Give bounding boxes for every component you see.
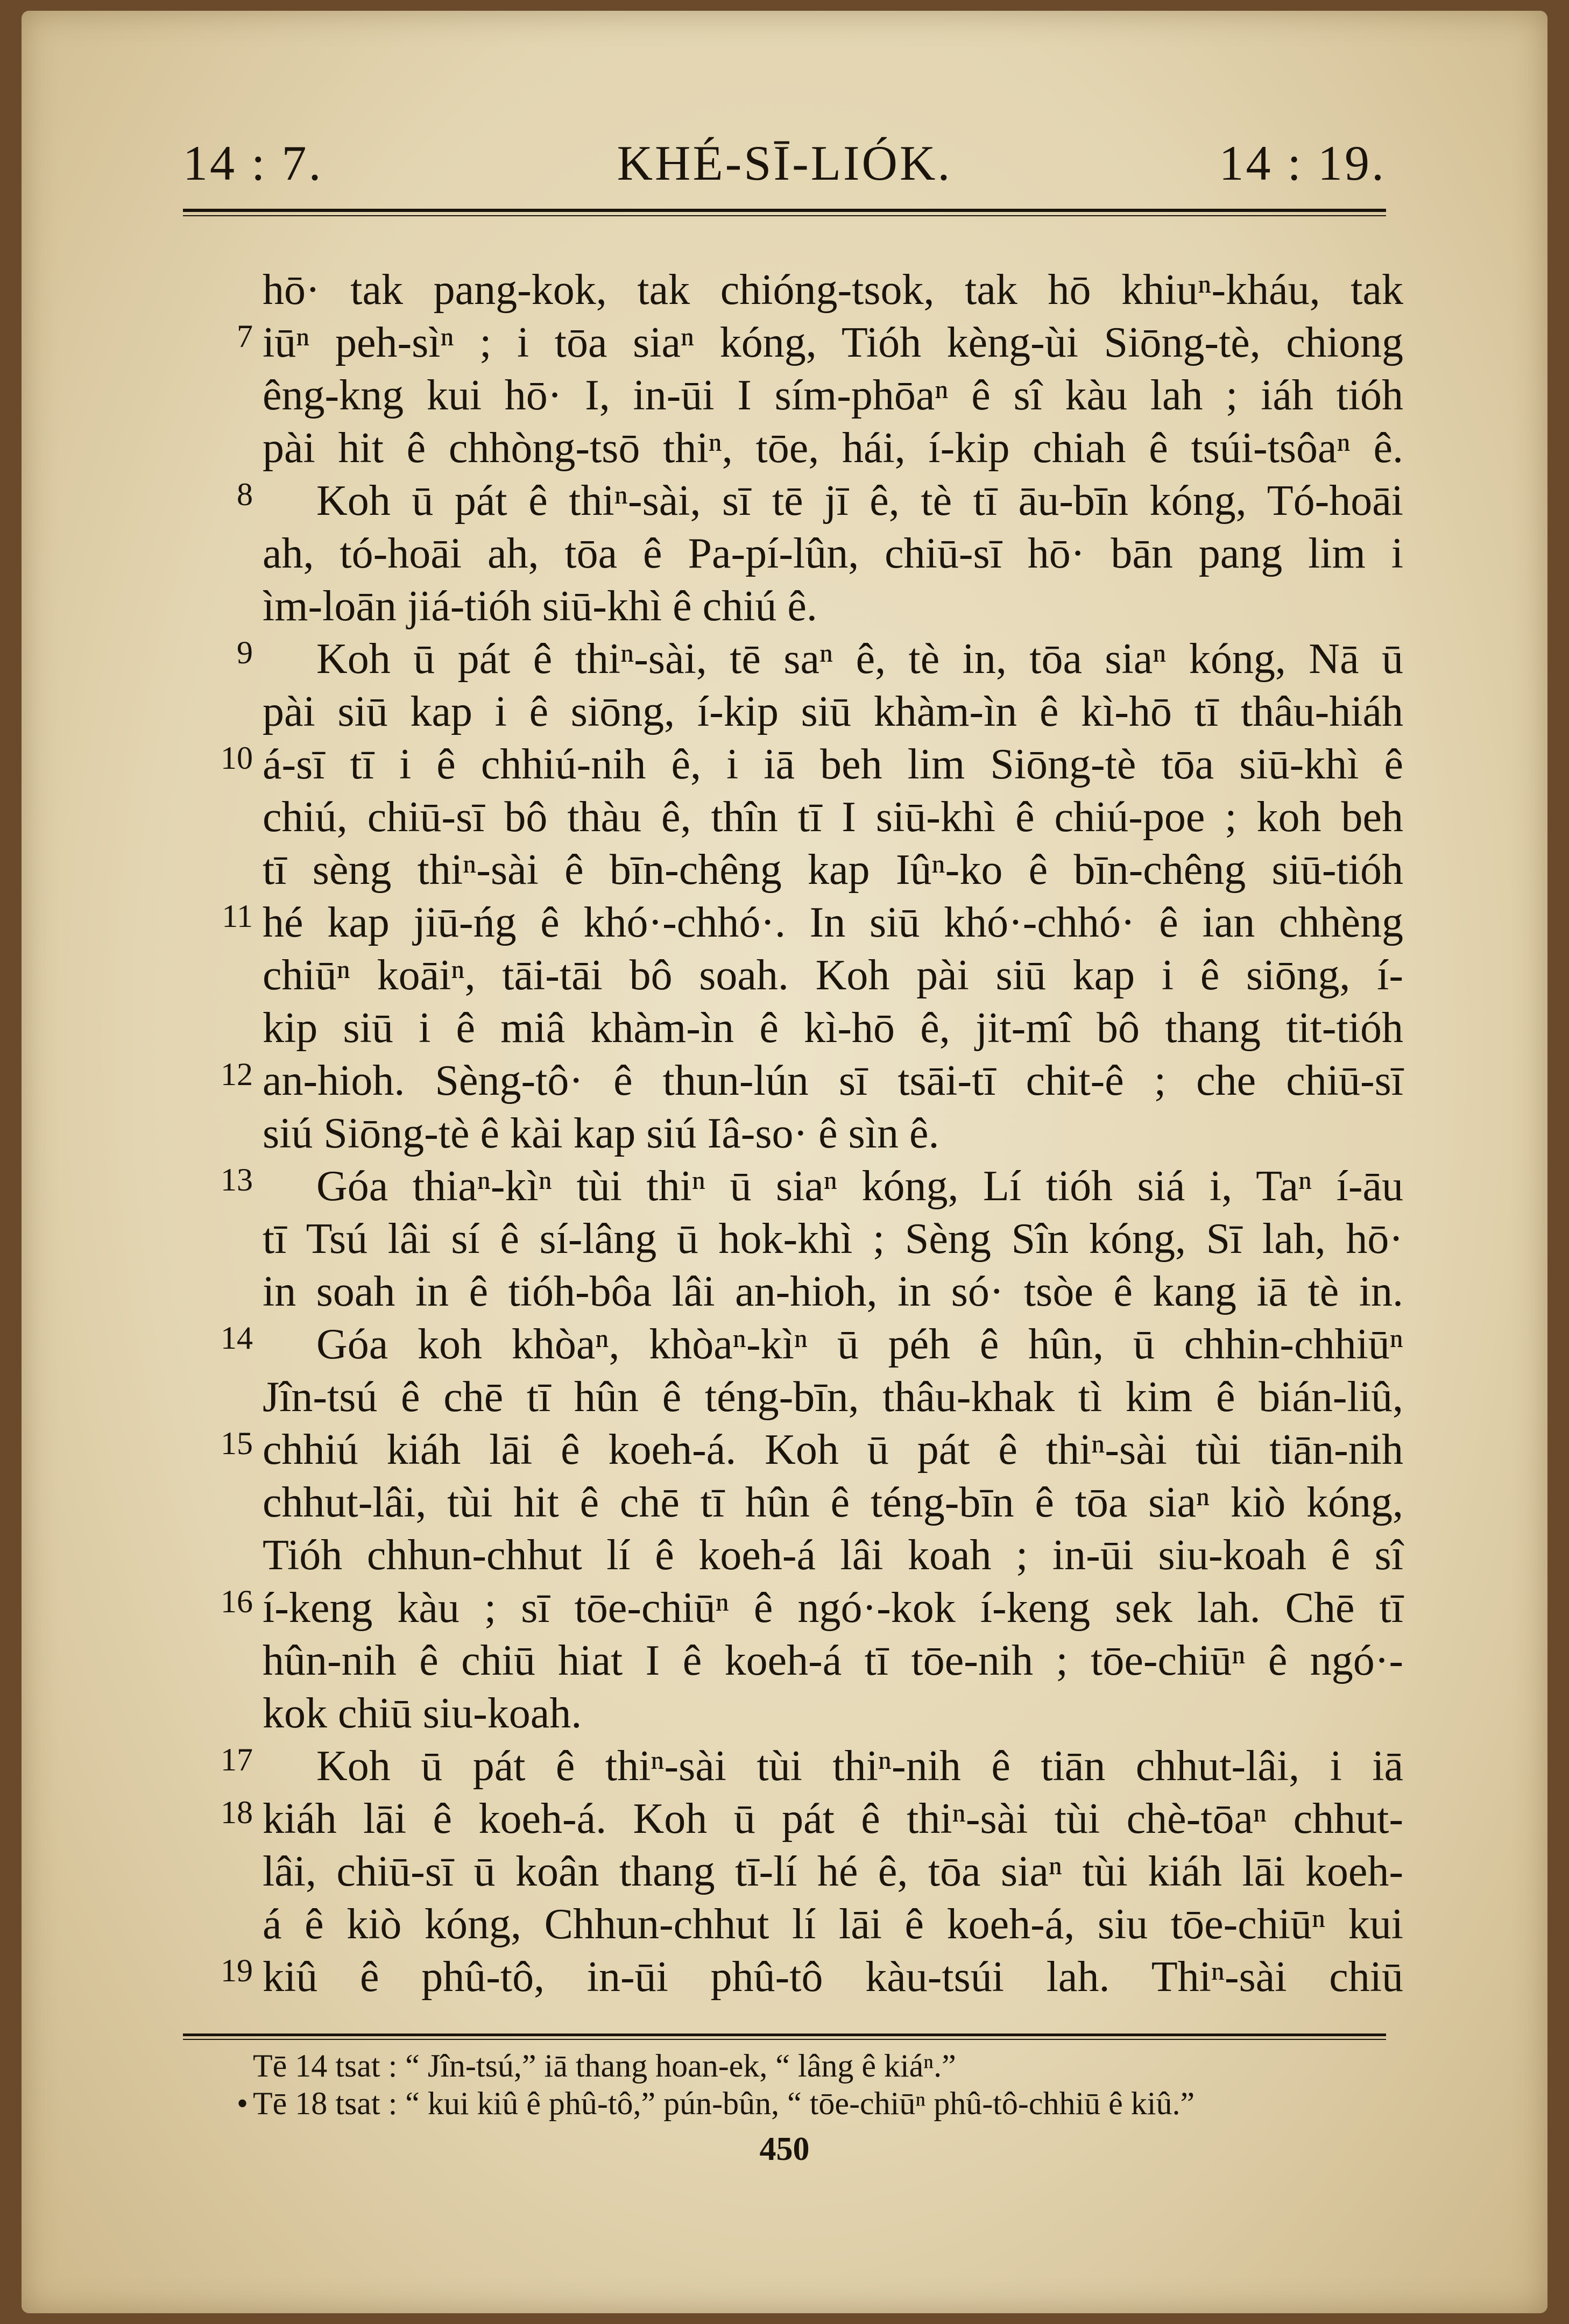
text-line: chiūⁿ koāiⁿ, tāi-tāi bô soah. Koh pài siū kap i ê siōng, í- [263, 952, 1403, 999]
text-line: chhut-lâi, tùi hit ê chē tī hûn ê téng-bīn ê tōa siaⁿ kiò kóng, [263, 1479, 1403, 1526]
text-line: hō· tak pang-kok, tak chióng-tsok, tak hō khiuⁿ-kháu, tak [263, 266, 1403, 314]
text-line: ìm-loān jiá-tióh siū-khì ê chiú ê. [263, 583, 817, 630]
text-line: kiû ê phû-tô, in-ūi phû-tô kàu-tsúi lah. Thiⁿ-sài chiū [263, 1953, 1403, 2001]
text-line: tī Tsú lâi sí ê sí-lâng ū hok-khì ; Sèng Sîn kóng, Sī lah, hō· [263, 1215, 1403, 1263]
text-line: Jîn-tsú ê chē tī hûn ê téng-bīn, thâu-khak tì kim ê bián-liû, [263, 1373, 1403, 1421]
text-line: hé kap jiū-ńg ê khó·-chhó·. In siū khó·-chhó· ê ian chhèng [263, 899, 1403, 946]
verse-number: 19 [221, 1953, 253, 1988]
footnote-rule [183, 2034, 1386, 2036]
verse-number: 8 [237, 477, 253, 512]
verse-number: 17 [221, 1742, 253, 1777]
footnote [253, 2050, 956, 2082]
verse-number: 15 [221, 1426, 253, 1461]
text-line: Koh ū pát ê thiⁿ-sài, sī tē jī ê, tè tī āu-bīn kóng, Tó-hoāi [316, 477, 1403, 525]
verse-number: 18 [221, 1795, 253, 1830]
verse-number: 7 [237, 318, 253, 354]
verse-number: 13 [221, 1162, 253, 1198]
text-line: á-sī tī i ê chhiú-nih ê, i iā beh lim Siōng-tè tōa siū-khì ê [263, 741, 1403, 788]
verse-number: 9 [237, 635, 253, 670]
header-left-reference: 14 : 7. [183, 136, 323, 190]
footnote-mark: • [237, 2086, 249, 2121]
text-line: Koh ū pát ê thiⁿ-sài, tē saⁿ ê, tè in, tōa siaⁿ kóng, Nā ū [316, 635, 1403, 683]
text-line: lâi, chiū-sī ū koân thang tī-lí hé ê, tōa siaⁿ tùi kiáh lāi koeh- [263, 1848, 1403, 1895]
text-line: chiú, chiū-sī bô thàu ê, thîn tī I siū-khì ê chiú-poe ; koh beh [263, 793, 1403, 841]
text-line: iūⁿ peh-sìⁿ ; i tōa siaⁿ kóng, Tióh kèng-ùi Siōng-tè, chiong [263, 319, 1403, 366]
text-line: á ê kiò kóng, Chhun-chhut lí lāi ê koeh-á, siu tōe-chiūⁿ kui [263, 1901, 1403, 1948]
footnote [237, 2086, 1195, 2121]
text-line: Góa koh khòaⁿ, khòaⁿ-kìⁿ ū péh ê hûn, ū chhin-chhiūⁿ [316, 1321, 1403, 1368]
text-line: in soah in ê tióh-bôa lâi an-hioh, in só· tsòe ê kang iā tè in. [263, 1268, 1403, 1315]
text-line: chhiú kiáh lāi ê koeh-á. Koh ū pát ê thiⁿ-sài tùi tiān-nih [263, 1426, 1403, 1473]
verse-number: 14 [221, 1320, 253, 1356]
header-right-reference: 14 : 19. [1219, 136, 1386, 190]
book-page [22, 11, 1547, 2313]
text-line: pài hit ê chhòng-tsō thiⁿ, tōe, hái, í-kip chiah ê tsúi-tsôaⁿ ê. [263, 424, 1403, 472]
header-rule [183, 209, 1386, 212]
text-line: an-hioh. Sèng-tô· ê thun-lún sī tsāi-tī chit-ê ; che chiū-sī [263, 1057, 1403, 1104]
header-rule-thin [183, 215, 1386, 216]
text-line: hûn-nih ê chiū hiat I ê koeh-á tī tōe-nih ; tōe-chiūⁿ ê ngó·- [263, 1637, 1403, 1684]
text-line: Góa thiaⁿ-kìⁿ tùi thiⁿ ū siaⁿ kóng, Lí tióh siá i, Taⁿ í-āu [316, 1163, 1403, 1210]
verse-number: 16 [221, 1584, 253, 1619]
verse-number: 10 [221, 740, 253, 776]
text-line: Koh ū pát ê thiⁿ-sài tùi thiⁿ-nih ê tiān chhut-lâi, i iā [316, 1742, 1403, 1790]
verse-number: 12 [221, 1057, 253, 1092]
text-line: siú Siōng-tè ê kài kap siú Iâ-so· ê sìn ê. [263, 1110, 939, 1157]
header-book-title: KHÉ-SĪ-LIÓK. [617, 136, 952, 190]
footnote-text: Tē 14 tsat : “ Jîn-tsú,” iā thang hoan-ek, “ lâng ê kiáⁿ.” [253, 2048, 956, 2084]
text-line: pài siū kap i ê siōng, í-kip siū khàm-ìn ê kì-hō tī thâu-hiáh [263, 688, 1403, 735]
verse-number: 11 [222, 898, 253, 934]
text-line: í-keng kàu ; sī tōe-chiūⁿ ê ngó·-kok í-keng sek lah. Chē tī [263, 1584, 1403, 1632]
page-number: 450 [759, 2131, 810, 2167]
footnote-rule-thin [183, 2039, 1386, 2040]
text-line: kok chiū siu-koah. [263, 1690, 582, 1737]
text-line: Tióh chhun-chhut lí ê koeh-á lâi koah ; in-ūi siu-koah ê sî [263, 1532, 1403, 1579]
text-line: kiáh lāi ê koeh-á. Koh ū pát ê thiⁿ-sài tùi chè-tōaⁿ chhut- [263, 1795, 1403, 1843]
footnote-text: Tē 18 tsat : “ kui kiû ê phû-tô,” pún-bûn, “ tōe-chiūⁿ phû-tô-chhiū ê kiû.” [253, 2086, 1195, 2121]
text-line: kip siū i ê miâ khàm-ìn ê kì-hō ê, jit-mî bô thang tit-tióh [263, 1004, 1403, 1052]
text-line: tī sèng thiⁿ-sài ê bīn-chêng kap Iûⁿ-ko ê bīn-chêng siū-tióh [263, 846, 1403, 894]
text-line: êng-kng kui hō· I, in-ūi I sím-phōaⁿ ê sî kàu lah ; iáh tióh [263, 372, 1403, 419]
text-line: ah, tó-hoāi ah, tōa ê Pa-pí-lûn, chiū-sī hō· bān pang lim i [263, 530, 1403, 577]
running-header [183, 134, 1386, 199]
